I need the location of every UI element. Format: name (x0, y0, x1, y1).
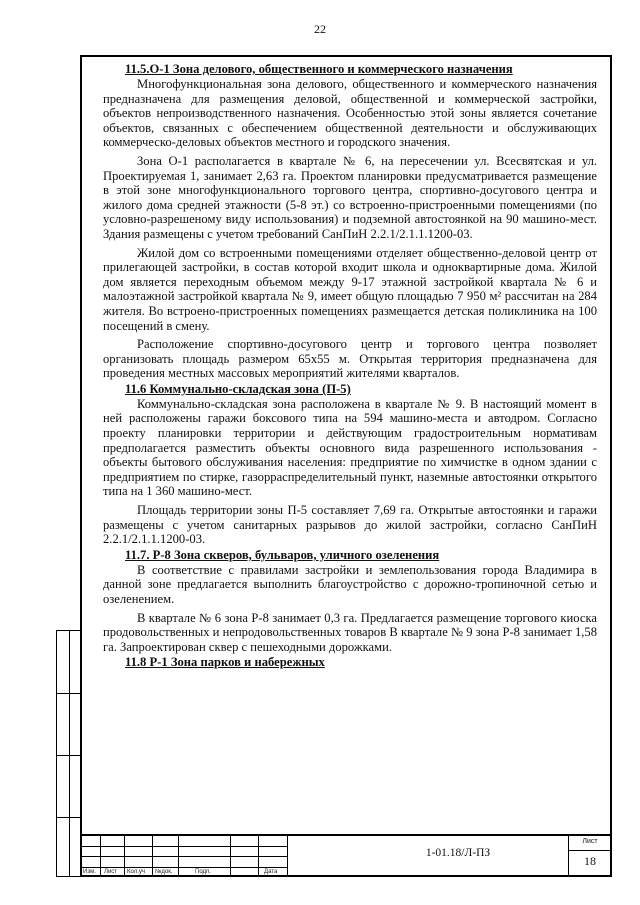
page-number: 22 (314, 22, 326, 36)
stamp-label-izm: Изм. (83, 869, 96, 875)
stamp-col-line (287, 836, 288, 877)
side-table-row (57, 817, 82, 818)
section-heading-11-7: 11.7. Р-8 Зона скверов, бульваров, уличного озеленения (125, 547, 440, 562)
stamp-col-line (568, 836, 569, 877)
sheet-label: Лист (582, 838, 598, 845)
side-table-row (57, 755, 82, 756)
stamp-label-list: Лист (104, 869, 118, 875)
side-table-divider (69, 631, 70, 876)
document-code: 1-01.18/Л-ПЗ (425, 847, 491, 859)
stamp-row-line (568, 850, 612, 851)
paragraph: Многофункциональная зона делового, общественного и коммерческого назначения предназначена для размещения деловой, общественной и коммерческой застройки, объектов непроизводственного назначения. Особенностью этой зоны является сочетание объектов, связанных с обеспечением общественной деятельности и обслуживающих коммерческо-деловых объектов местного и городского значения. (103, 77, 597, 150)
paragraph: В квартале № 6 зона Р-8 занимает 0,3 га. Предлагается размещение торгового киоска продовольственных и непродовольственных товаров В квартале № 9 зона Р-8 занимает 1,58 га. Запроектирован сквер с пешеходными дорожками. (103, 610, 597, 654)
paragraph: Площадь территории зоны П-5 составляет 7,69 га. Открытые автостоянки и гаражи размещены с учетом санитарных разрывов до жилой застройки, согласно СанПиН 2.2.1/2.1.1.1200-03. (103, 503, 597, 547)
stamp-col-line (230, 836, 231, 877)
stamp-col-line (100, 836, 101, 877)
section-heading-11-6: 11.6 Коммунально-складская зона (П-5) (125, 381, 351, 396)
side-table-row (57, 693, 82, 694)
stamp-col-line (178, 836, 179, 877)
stamp-label-podp: Подп. (195, 869, 211, 875)
stamp-row-line (80, 856, 287, 857)
document-body (103, 62, 597, 670)
paragraph: В соответствие с правилами застройки и землепользования города Владимира в данной зоне предлагается выполнить благоустройство с дорожно-тропиночной сетью и озеленением. (103, 562, 597, 606)
paragraph: Расположение спортивно-досугового центр и торгового центра позволяет организовать площадь размером 65х55 м. Открытая территория предназначена для проведения местных массовых мероприятий жителями кварталов. (103, 337, 597, 381)
stamp-label-ndok: №док. (155, 869, 173, 875)
stamp-col-line (258, 836, 259, 877)
section-heading-11-8: 11.8 Р-1 Зона парков и набережных (125, 655, 325, 670)
stamp-label-kolvo: Кол.уч (127, 869, 145, 875)
paragraph: Коммунально-складская зона расположена в квартале № 9. В настоящий момент в ней расположены гаражи боксового типа на 594 машино-места и автодром. Согласно проекту планировки территории и действующим градостроительным нормативам предполагается разместить объекты основного вида разрешенного использования - объекты бытового обслуживания населения: предприятие по химчистке в одном здании с предприятием по стирке, газорраспределительный пункт, наземные автостоянки открытого типа на 1 360 машино-мест. (103, 396, 597, 499)
stamp-row-line (80, 846, 287, 847)
paragraph: Жилой дом со встроенными помещениями отделяет общественно-деловой центр от прилегающей застройки, в состав которой входит школа и одноквартирные дома. Жилой дом является переходным объемом между 9-17 этажной застройкой квартала № 6 и малоэтажной застройкой квартала № 9, имеет общую площадью 7 950 м² рассчитан на 284 жителя. Во встроено-пристроенных помещениях размещается детская поликлиника на 100 посещений в смену. (103, 245, 597, 333)
stamp-row-line (80, 867, 287, 868)
section-heading-11-5: 11.5.О-1 Зона делового, общественного и коммерческого назначения (125, 62, 513, 76)
stamp-col-line (124, 836, 125, 877)
paragraph: Зона О-1 располагается в квартале № 6, на пересечении ул. Всесвятская и ул. Проектируемая 1, занимает 2,63 га. Проектом планировки предусматривается размещение в этой зоне многофункционального торгового центра, спортивно-досугового центра и жилого дома средней этажности (5-8 эт.) со встроенно-пристроенными помещениями (по условно-разрешеному виду использования) и подземной автостоянкой на 90 машино-мест. Здания размещены с учетом требований СанПиН 2.2.1/2.1.1.1200-03. (103, 153, 597, 241)
stamp-label-data: Дата (264, 869, 278, 875)
stamp-col-line (152, 836, 153, 877)
side-approval-table (56, 630, 82, 877)
sheet-number: 18 (584, 854, 596, 868)
